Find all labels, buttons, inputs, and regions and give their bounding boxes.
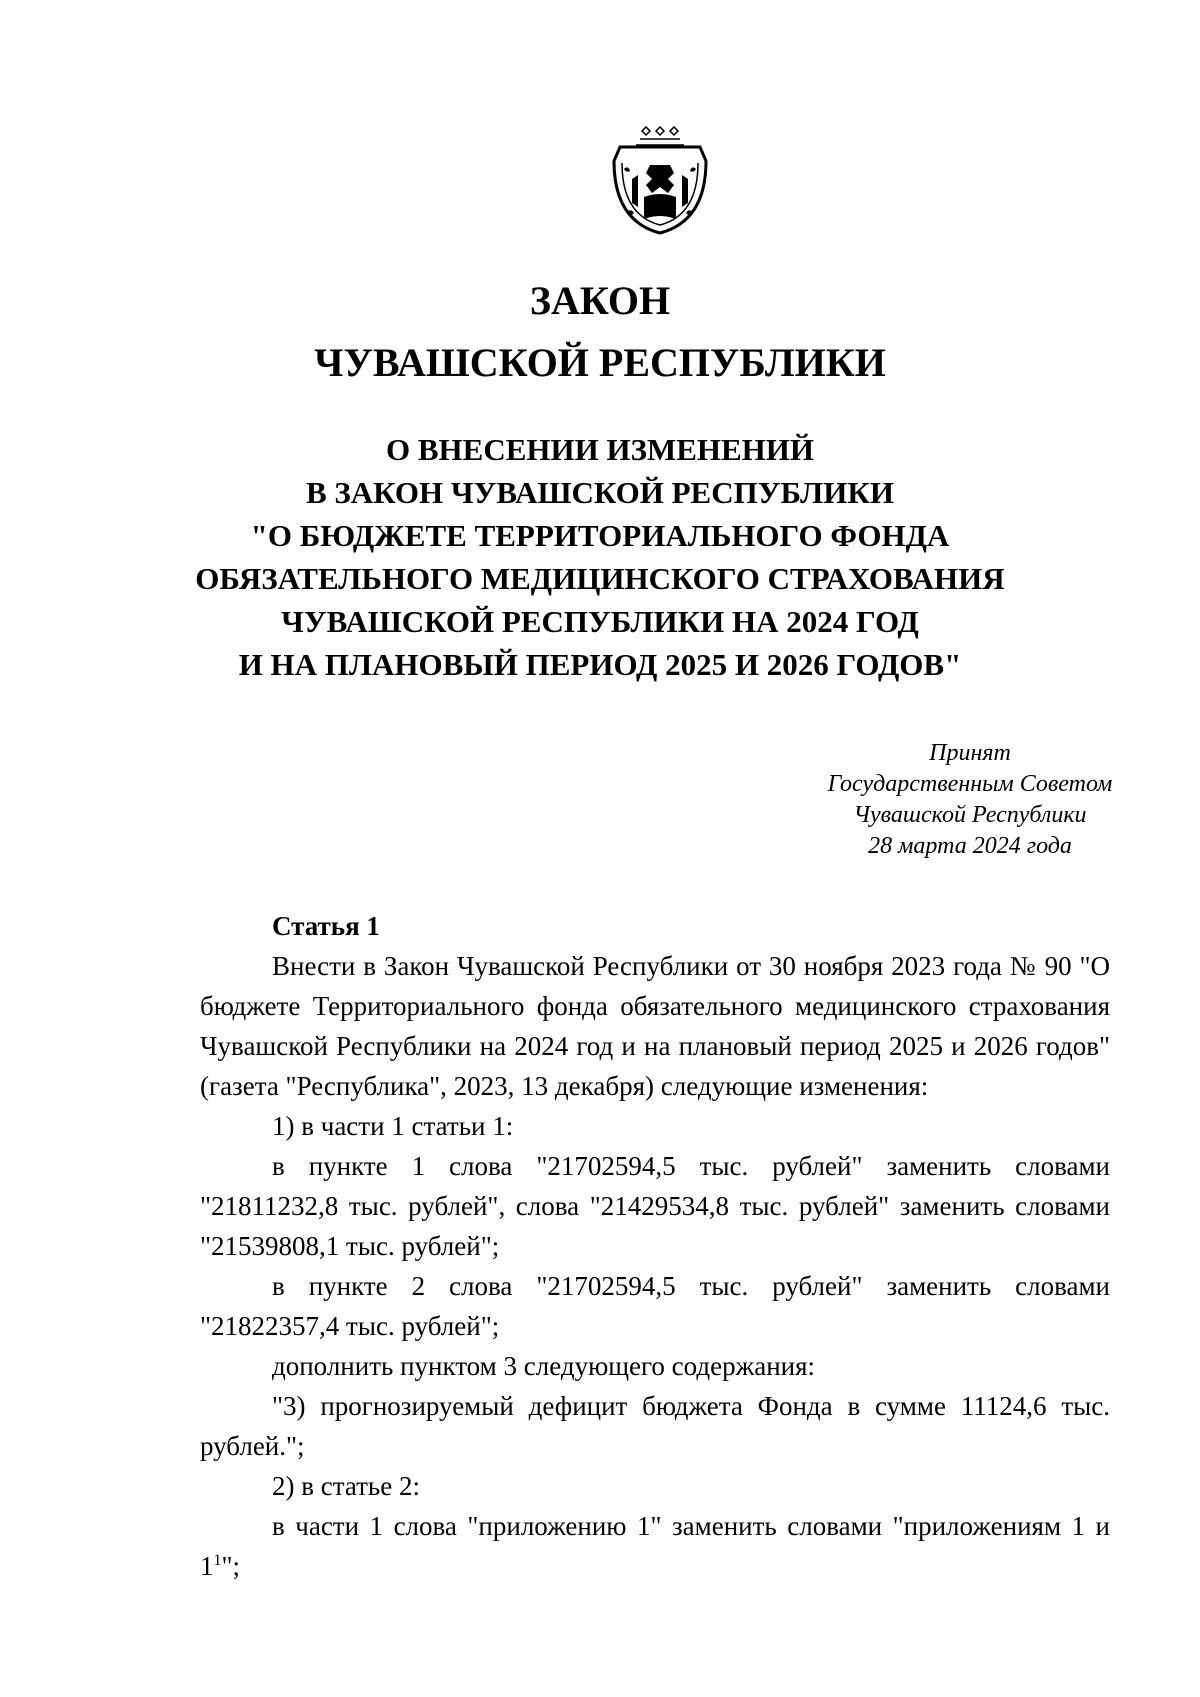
superscript: 1 <box>213 1552 222 1569</box>
paragraph: Внести в Закон Чувашской Республики от 30 ноября 2023 года № 90 "О бюджете Территориального фонда обязательного медицинского страхования Чувашской Республики на 2024 год и на плановый период 2025 и 2026 годов" (газета "Республика", 2023, 13 декабря) следующие изменения: <box>200 951 1110 1101</box>
coat-of-arms-icon <box>600 121 720 241</box>
paragraph: в пункте 2 слова "21702594,5 тыс. рублей" заменить словами "21822357,4 тыс. рублей"; <box>200 1271 1110 1341</box>
subject-line: ЧУВАШСКОЙ РЕСПУБЛИКИ НА 2024 ГОД <box>281 604 919 639</box>
paragraph: 2) в статье 2: <box>272 1471 420 1501</box>
paragraph: 1) в части 1 статьи 1: <box>272 1111 514 1141</box>
law-body <box>200 906 1110 1586</box>
paragraph: "3) прогнозируемый дефицит бюджета Фонда в сумме 11124,6 тыс. рублей."; <box>200 1391 1110 1461</box>
paragraph-text: в части 1 слова "приложению 1" заменить словами "приложениям 1 и 1 <box>200 1511 1110 1581</box>
article-heading: Статья 1 <box>272 911 380 941</box>
subject-line: ОБЯЗАТЕЛЬНОГО МЕДИЦИНСКОГО СТРАХОВАНИЯ <box>195 561 1005 596</box>
subject-line: И НА ПЛАНОВЫЙ ПЕРИОД 2025 И 2026 ГОДОВ" <box>238 647 962 682</box>
subject-line: О ВНЕСЕНИИ ИЗМЕНЕНИЙ <box>385 432 815 467</box>
adoption-line: Чувашской Республики <box>853 802 1087 828</box>
paragraph-last <box>200 1506 1110 1586</box>
adoption-line: Принят <box>929 740 1011 766</box>
law-subject <box>0 428 1200 686</box>
law-subtitle: ЧУВАШСКОЙ РЕСПУБЛИКИ <box>314 340 886 385</box>
subject-line: В ЗАКОН ЧУВАШСКОЙ РЕСПУБЛИКИ <box>306 475 894 510</box>
subject-line: "О БЮДЖЕТЕ ТЕРРИТОРИАЛЬНОГО ФОНДА <box>250 518 950 553</box>
adoption-note <box>760 738 1180 862</box>
law-title: ЗАКОН <box>529 278 671 323</box>
paragraph-tail: "; <box>221 1551 241 1581</box>
paragraph: в пункте 1 слова "21702594,5 тыс. рублей" заменить словами "21811232,8 тыс. рублей", слова "21429534,8 тыс. рублей" заменить словами "21539808,1 тыс. рублей"; <box>200 1151 1110 1261</box>
paragraph: дополнить пунктом 3 следующего содержания: <box>272 1351 816 1381</box>
adoption-date: 28 марта 2024 года <box>868 833 1072 859</box>
adoption-line: Государственным Советом <box>827 771 1113 797</box>
